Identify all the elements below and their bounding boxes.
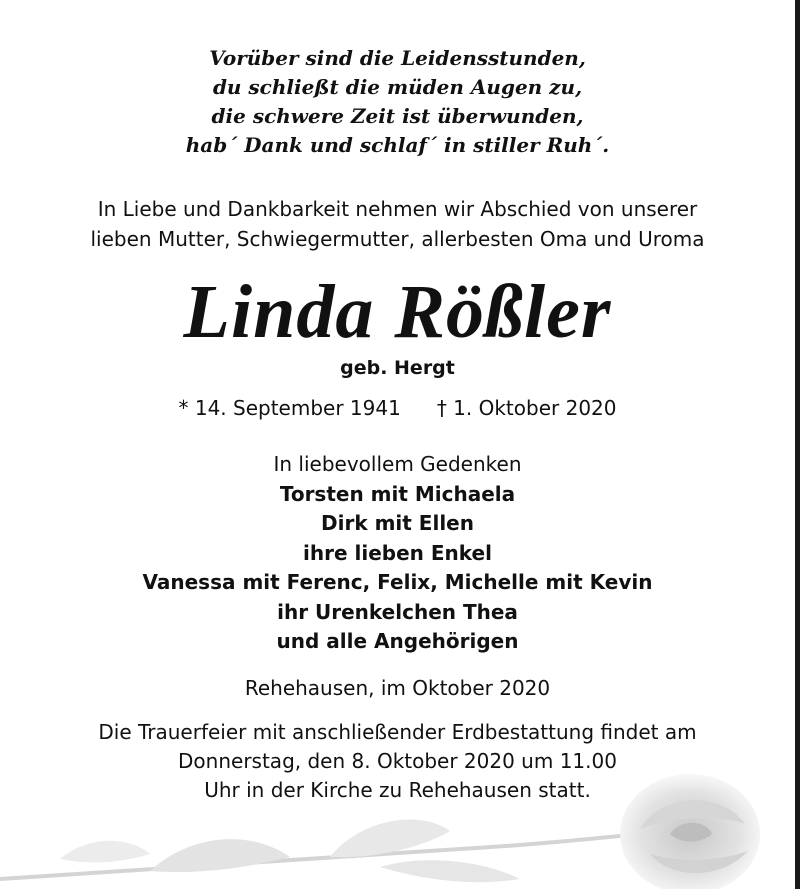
poem-line: du schließt die müden Augen zu, <box>212 75 583 99</box>
deceased-name: Linda Rößler <box>183 270 612 354</box>
poem-line: hab´ Dank und schlaf´ in stiller Ruh´. <box>185 133 610 157</box>
mourner-line: Vanessa mit Ferenc, Felix, Michelle mit Kevin <box>142 570 653 594</box>
intro-line: lieben Mutter, Schwiegermutter, allerbesten Oma und Uroma <box>90 227 705 251</box>
mourner-line: ihre lieben Enkel <box>303 540 492 565</box>
mourner-line: ihr Urenkelchen Thea <box>277 599 518 624</box>
poem <box>0 44 795 160</box>
mourners <box>0 450 795 657</box>
mourners-intro: In liebevollem Gedenken <box>273 452 522 476</box>
mourner-line: Torsten mit Michaela <box>279 481 516 506</box>
death-date: † 1. Oktober 2020 <box>436 396 617 420</box>
mourner-line: Dirk mit Ellen <box>321 511 474 535</box>
birth-date: * 14. September 1941 <box>178 396 401 420</box>
mourner-line: und alle Angehörigen <box>276 629 519 653</box>
poem-line: die schwere Zeit ist überwunden, <box>211 104 584 128</box>
poem-line: Vorüber sind die Leidensstunden, <box>209 46 586 70</box>
funeral-line: Die Trauerfeier mit anschließender Erdbestattung findet am <box>98 720 697 744</box>
funeral-line: Donnerstag, den 8. Oktober 2020 um 11.00 <box>178 749 617 773</box>
funeral-info <box>0 718 795 805</box>
right-border <box>795 0 800 889</box>
place-date: Rehehausen, im Oktober 2020 <box>244 676 551 700</box>
birth-name: geb. Hergt <box>340 357 455 379</box>
intro-line: In Liebe und Dankbarkeit nehmen wir Abschied von unserer <box>97 197 698 221</box>
funeral-line: Uhr in der Kirche zu Rehehausen statt. <box>204 778 591 802</box>
life-dates <box>0 393 795 423</box>
farewell-intro <box>0 194 795 254</box>
